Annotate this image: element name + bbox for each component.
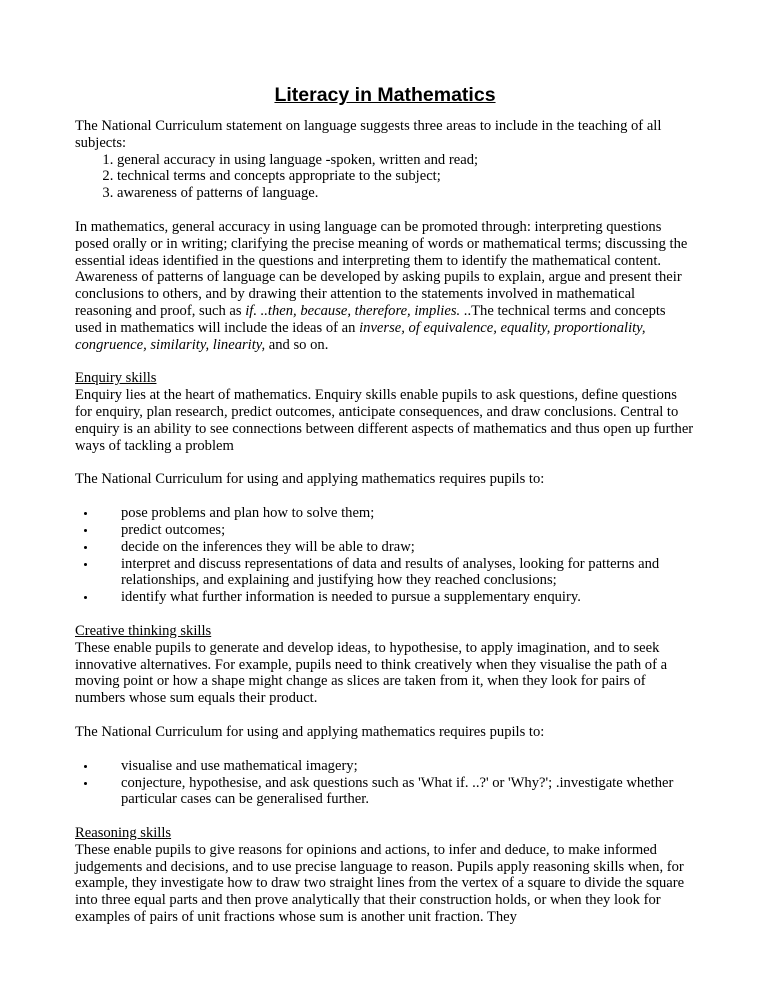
language-italic-2: inverse, of equivalence, equality, proportionality, congruence, similarity, linearity,: [75, 319, 646, 353]
list-item: 3. awareness of patterns of language.: [117, 185, 695, 202]
creative-requires: The National Curriculum for using and applying mathematics requires pupils to:: [75, 723, 545, 740]
list-item: identify what further information is needed to pursue a supplementary enquiry.: [121, 589, 695, 606]
enquiry-body: Enquiry lies at the heart of mathematics. Enquiry skills enable pupils to ask questions, define questions for enquiry, plan research, predict outcomes, anticipate consequences, and draw conclusions. Central to enquiry is an ability to see connections between different aspects of mathematics and thus open up further ways of tackling a problem: [75, 387, 694, 454]
enquiry-list: [75, 505, 695, 606]
list-item: visualise and use mathematical imagery;: [121, 758, 695, 775]
creative-heading: Creative thinking skills: [75, 622, 212, 639]
creative-list: [75, 758, 695, 808]
list-item: interpret and discuss representations of data and results of analyses, looking for patterns and relationships, and explaining and justifying how they reached conclusions;: [121, 556, 695, 590]
list-item: pose problems and plan how to solve them;: [121, 505, 695, 522]
list-item: conjecture, hypothesise, and ask questions such as 'What if. ..?' or 'Why?'; .investigate whether particular cases can be generalised further.: [121, 775, 695, 809]
language-italic-1: if. ..then, because, therefore, implies.: [245, 302, 461, 319]
document-title: Literacy in Mathematics: [274, 84, 496, 106]
language-text-1: In mathematics, general accuracy in using language can be promoted through: interpreting questions posed orally or in writing; clarifying the precise meaning of words or mathematical terms; discussing the essential ideas identified in the questions and interpreting them to identify the mathematical content. Awareness of patterns of language can be developed by asking pupils to explain, argue and present their conclusions to others, and by drawing their attention to the statements involved in mathematical reasoning and proof, such as: [75, 218, 688, 319]
language-paragraph: [75, 219, 695, 353]
language-text-3: and so on.: [265, 336, 329, 353]
reasoning-heading: Reasoning skills: [75, 825, 172, 842]
enquiry-heading: Enquiry skills: [75, 370, 157, 387]
intro-list: [75, 152, 695, 202]
list-item: decide on the inferences they will be able to draw;: [121, 539, 695, 556]
language-text-2: ..The technical terms and concepts used in mathematics will include the ideas of an: [75, 302, 666, 336]
list-item: 1. general accuracy in using language -spoken, written and read;: [117, 152, 695, 169]
document-page: [75, 84, 695, 926]
creative-body: These enable pupils to generate and develop ideas, to hypothesise, to apply imagination, and to seek innovative alternatives. For example, pupils need to think creatively when they visualise the path of a moving point or how a shape might change as slices are taken from it, when they look for pairs of numbers whose sum equals their product.: [75, 639, 668, 707]
list-item: predict outcomes;: [121, 522, 695, 539]
list-item: 2. technical terms and concepts appropriate to the subject;: [117, 168, 695, 185]
reasoning-body: These enable pupils to give reasons for opinions and actions, to infer and deduce, to make informed judgements and decisions, and to use precise language to reason. Pupils apply reasoning skills when, for example, they investigate how to draw two straight lines from the vertex of a square to divide the square into three equal parts and then prove analytically that their construction holds, or when they look for examples of pairs of unit fractions whose sum is another unit fraction. They: [75, 841, 685, 926]
enquiry-requires: The National Curriculum for using and applying mathematics requires pupils to:: [75, 471, 545, 488]
intro-paragraph: The National Curriculum statement on language suggests three areas to include in the teaching of all subjects:: [75, 118, 662, 151]
